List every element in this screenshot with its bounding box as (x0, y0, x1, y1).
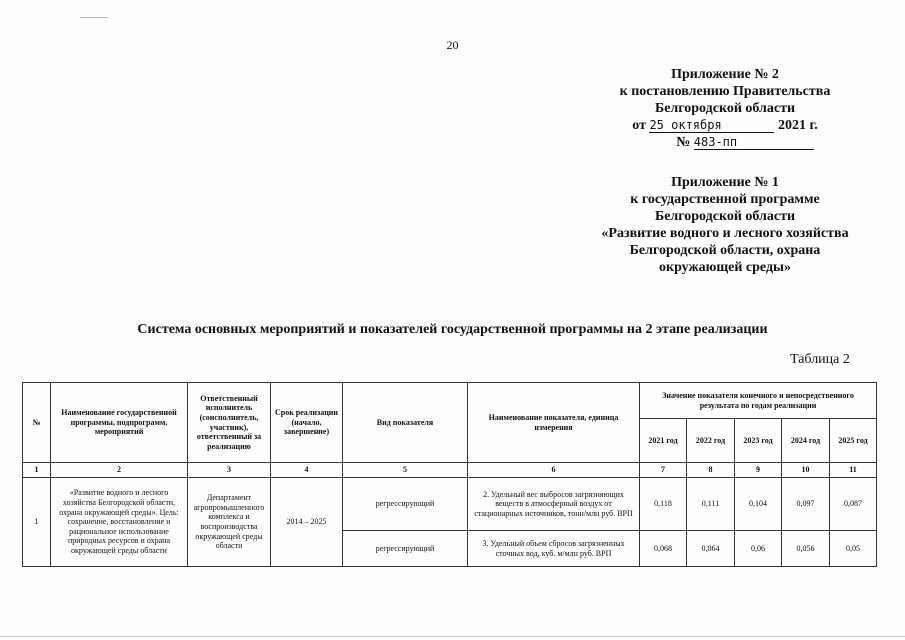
scan-mark-top (80, 17, 108, 18)
header-period: Срок реализации (начало, завершение) (271, 383, 343, 463)
row-responsible: Департамент агропромышленного комплекса и воспроизводства окружающей среды области (188, 478, 271, 567)
indicator-value: 0,068 (640, 531, 687, 567)
document-title: Система основных мероприятий и показателей государственной программы на 2 этапе реализации (137, 322, 768, 337)
column-number: 1 (23, 463, 51, 478)
header-year: 2024 год (782, 419, 830, 463)
column-number: 9 (735, 463, 782, 478)
indicator-name: 2. Удельный вес выбросов загрязняющих веществ в атмосферный воздух от стационарных источников, тонн/млн руб. ВРП (468, 478, 640, 531)
annex-number-row (600, 134, 850, 151)
header-values-group: Значение показателя конечного и непосредственного результата по годам реализации (640, 383, 877, 419)
header-year: 2021 год (640, 419, 687, 463)
indicator-value: 0,06 (735, 531, 782, 567)
row-num: 1 (23, 478, 51, 567)
date-fill: 25 октября (649, 119, 774, 133)
annex-line: окружающей среды» (659, 260, 791, 275)
column-number: 2 (51, 463, 188, 478)
header-num: № (23, 383, 51, 463)
header-year: 2022 год (687, 419, 735, 463)
indicator-value: 0,056 (782, 531, 830, 567)
annex-title: Приложение № 2 (671, 67, 779, 82)
indicator-type: регрессирующий (343, 478, 468, 531)
number-fill: 483-пп (694, 136, 814, 150)
indicator-value: 0,118 (640, 478, 687, 531)
column-number: 7 (640, 463, 687, 478)
table-row (23, 478, 877, 531)
annex-line: Белгородской области (654, 209, 796, 224)
column-number: 10 (782, 463, 830, 478)
column-number: 3 (188, 463, 271, 478)
indicators-table (22, 382, 877, 567)
annex-government-resolution (600, 66, 850, 151)
column-number: 6 (468, 463, 640, 478)
annex-date-row (600, 117, 850, 134)
column-number: 5 (343, 463, 468, 478)
indicator-value: 0,111 (687, 478, 735, 531)
date-prefix: от (632, 118, 646, 133)
header-indicator-type: Вид показателя (343, 383, 468, 463)
annex-line: Белгородской области (654, 101, 796, 116)
annex-title: Приложение № 1 (671, 175, 779, 190)
row-program-name: «Развитие водного и лесного хозяйства Белгородской области, охрана окружающей среды». Цель: сохранение, восстановление и рациональное использование природных ресурсов и охрана окружающей среды области (51, 478, 188, 567)
column-number-row (23, 463, 877, 478)
column-number: 4 (271, 463, 343, 478)
indicator-value: 0,097 (782, 478, 830, 531)
header-year: 2025 год (830, 419, 877, 463)
number-prefix: № (676, 135, 691, 150)
row-period: 2014 – 2025 (271, 478, 343, 567)
annex-line: «Развитие водного и лесного хозяйства (601, 226, 849, 241)
scan-mark-bottom (0, 636, 905, 637)
indicator-type: регрессирующий (343, 531, 468, 567)
indicator-value: 0,064 (687, 531, 735, 567)
page-number: 20 (446, 38, 459, 52)
annex-line: к постановлению Правительства (619, 84, 831, 99)
indicator-value: 0,05 (830, 531, 877, 567)
annex-state-program (580, 174, 870, 276)
table-label: Таблица 2 (790, 352, 850, 367)
header-responsible: Ответственный исполнитель (соисполнитель, участник), ответственный за реализацию (188, 383, 271, 463)
column-number: 11 (830, 463, 877, 478)
annex-line: Белгородской области, охрана (629, 243, 821, 258)
indicator-value: 0,104 (735, 478, 782, 531)
header-year: 2023 год (735, 419, 782, 463)
annex-line: к государственной программе (630, 192, 820, 207)
indicator-name: 3. Удельный объем сбросов загрязненных сточных вод, куб. м/млн руб. ВРП (468, 531, 640, 567)
header-indicator-name: Наименование показателя, единица измерения (468, 383, 640, 463)
header-name: Наименование государственной программы, подпрограмм, мероприятий (51, 383, 188, 463)
column-number: 8 (687, 463, 735, 478)
indicator-value: 0,087 (830, 478, 877, 531)
date-suffix: 2021 г. (777, 118, 818, 133)
